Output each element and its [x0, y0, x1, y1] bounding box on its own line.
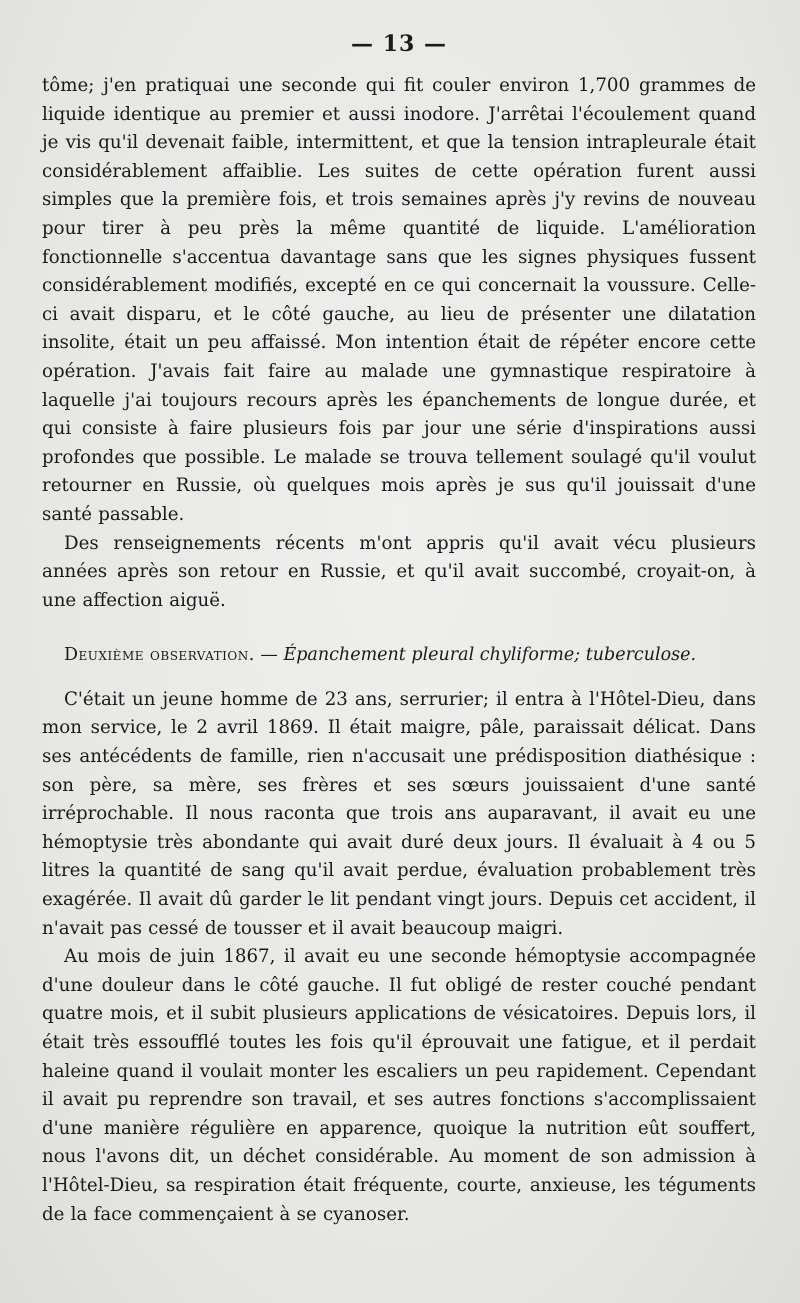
observation-title: Épanchement pleural chyliforme; tuberculose. — [283, 645, 697, 666]
paragraph-1: tôme; j'en pratiquai une seconde qui fit couler environ 1,700 grammes de liquide identique au premier et aussi inodore. J'arrêtai l'écoulement quand je vis qu'il devenait faible, intermittent, et que la tension intrapleurale était considérablement affaiblie. Les suites de cette opération furent aussi simples que la première fois, et trois semaines après j'y revins de nouveau pour tirer à peu près la même quantité de liquide. L'amélioration fonctionnelle s'accentua davantage sans que les signes physiques fussent considérablement modifiés, excepté en ce qui concernait la voussure. Celle-ci avait disparu, et le côté gauche, au lieu de présenter une dilatation insolite, était un peu affaissé. Mon intention était de répéter encore cette opération. J'avais fait faire au malade une gymnastique respiratoire à laquelle j'ai toujours recours après les épanchements de longue durée, et qui consiste à faire plusieurs fois par jour une série d'inspirations aussi profondes que possible. Le malade se trouva tellement soulagé qu'il voulut retourner en Russie, où quelques mois après je sus qu'il jouissait d'une santé passable. — [42, 75, 756, 525]
heading-dash: — — [254, 645, 284, 666]
observation-label: Deuxième observation. — [64, 645, 255, 666]
observation-heading — [42, 641, 756, 670]
paragraph-4: Au mois de juin 1867, il avait eu une seconde hémoptysie accompagnée d'une douleur dans le côté gauche. Il fut obligé de rester couché pendant quatre mois, et il subit plusieurs applications de vésicatoires. Depuis lors, il était très essoufflé toutes les fois qu'il éprouvait une fatigue, et il perdait haleine quand il voulait monter les escaliers un peu rapidement. Cependant il avait pu reprendre son travail, et ses autres fonctions s'accomplissaient d'une manière régulière en apparence, quoique la nutrition eût souffert, nous l'avons dit, un déchet considérable. Au moment de son admission à l'Hôtel-Dieu, sa respiration était fréquente, courte, anxieuse, les téguments de la face commençaient à se cyanoser. — [42, 946, 756, 1225]
paragraph-2: Des renseignements récents m'ont appris qu'il avait vécu plusieurs années après son retour en Russie, et qu'il avait succombé, croyait-on, à une affection aiguë. — [42, 532, 756, 611]
page-number: — 13 — — [351, 31, 447, 57]
spacer — [42, 615, 756, 641]
spacer — [42, 670, 756, 686]
paragraph-3: C'était un jeune homme de 23 ans, serrurier; il entra à l'Hôtel-Dieu, dans mon service, le 2 avril 1869. Il était maigre, pâle, paraissait délicat. Dans ses antécédents de famille, rien n'accusait une prédisposition diathésique : son père, sa mère, ses frères et ses sœurs jouissaient d'une santé irréprochable. Il nous raconta que trois ans auparavant, il avait eu une hémoptysie très abondante qui avait duré deux jours. Il évaluait à 4 ou 5 litres la quantité de sang qu'il avait perdue, évaluation probablement très exagérée. Il avait dû garder le lit pendant vingt jours. Depuis cet accident, il n'avait pas cessé de tousser et il avait beaucoup maigri. — [42, 688, 756, 939]
